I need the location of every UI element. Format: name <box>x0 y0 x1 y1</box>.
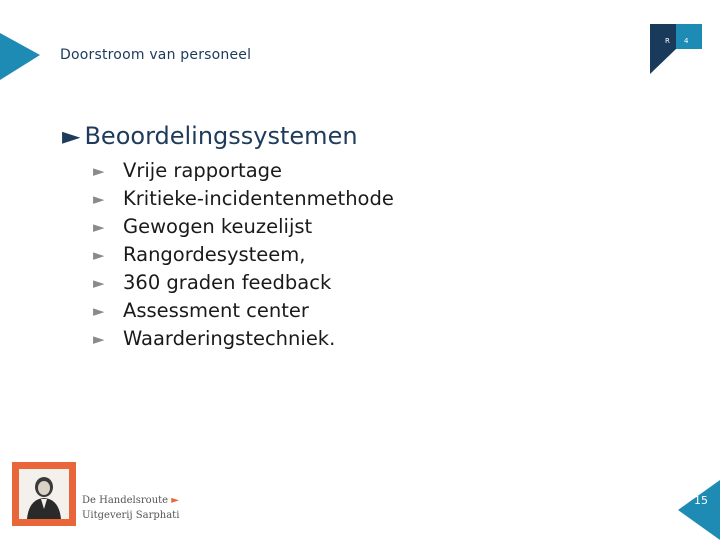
list-item <box>93 241 394 269</box>
list-item <box>93 157 394 185</box>
bullet-arrow-icon: ► <box>93 274 105 292</box>
list-item-text: Waarderingstechniek. <box>123 327 336 350</box>
r4-diamond-logo-icon <box>648 22 704 76</box>
list-item <box>93 297 394 325</box>
bullet-list <box>93 157 394 353</box>
bullet-arrow-icon: ► <box>93 162 105 180</box>
list-item-text: Vrije rapportage <box>123 159 283 182</box>
page-number: 15 <box>694 494 708 507</box>
heading-text: Beoordelingssystemen <box>84 122 358 150</box>
heading-bullet-icon: ► <box>62 122 81 150</box>
section-heading <box>62 122 358 150</box>
bullet-arrow-icon: ► <box>93 190 105 208</box>
bullet-arrow-icon: ► <box>93 218 105 236</box>
corner-decoration <box>0 0 42 82</box>
bullet-arrow-icon: ► <box>93 330 105 348</box>
list-item-text: Kritieke-incidentenmethode <box>123 187 394 210</box>
list-item <box>93 185 394 213</box>
bullet-arrow-icon: ► <box>93 302 105 320</box>
publisher-arrow-icon: ► <box>171 495 179 506</box>
list-item-text: 360 graden feedback <box>123 271 332 294</box>
bullet-arrow-icon: ► <box>93 246 105 264</box>
list-item-text: Rangordesysteem, <box>123 243 306 266</box>
list-item <box>93 213 394 241</box>
publisher-portrait-icon <box>12 462 76 526</box>
logo-letter-4: 4 <box>684 37 689 45</box>
page-number-badge <box>678 480 720 540</box>
list-item-text: Gewogen keuzelijst <box>123 215 313 238</box>
publisher-name: De Handelsroute ► <box>82 495 179 506</box>
list-item-text: Assessment center <box>123 299 309 322</box>
logo-letter-r: R <box>665 37 670 45</box>
publisher-subtitle: Uitgeverij Sarphati <box>82 510 180 521</box>
slide-header-title: Doorstroom van personeel <box>60 47 252 63</box>
list-item <box>93 325 394 353</box>
list-item <box>93 269 394 297</box>
